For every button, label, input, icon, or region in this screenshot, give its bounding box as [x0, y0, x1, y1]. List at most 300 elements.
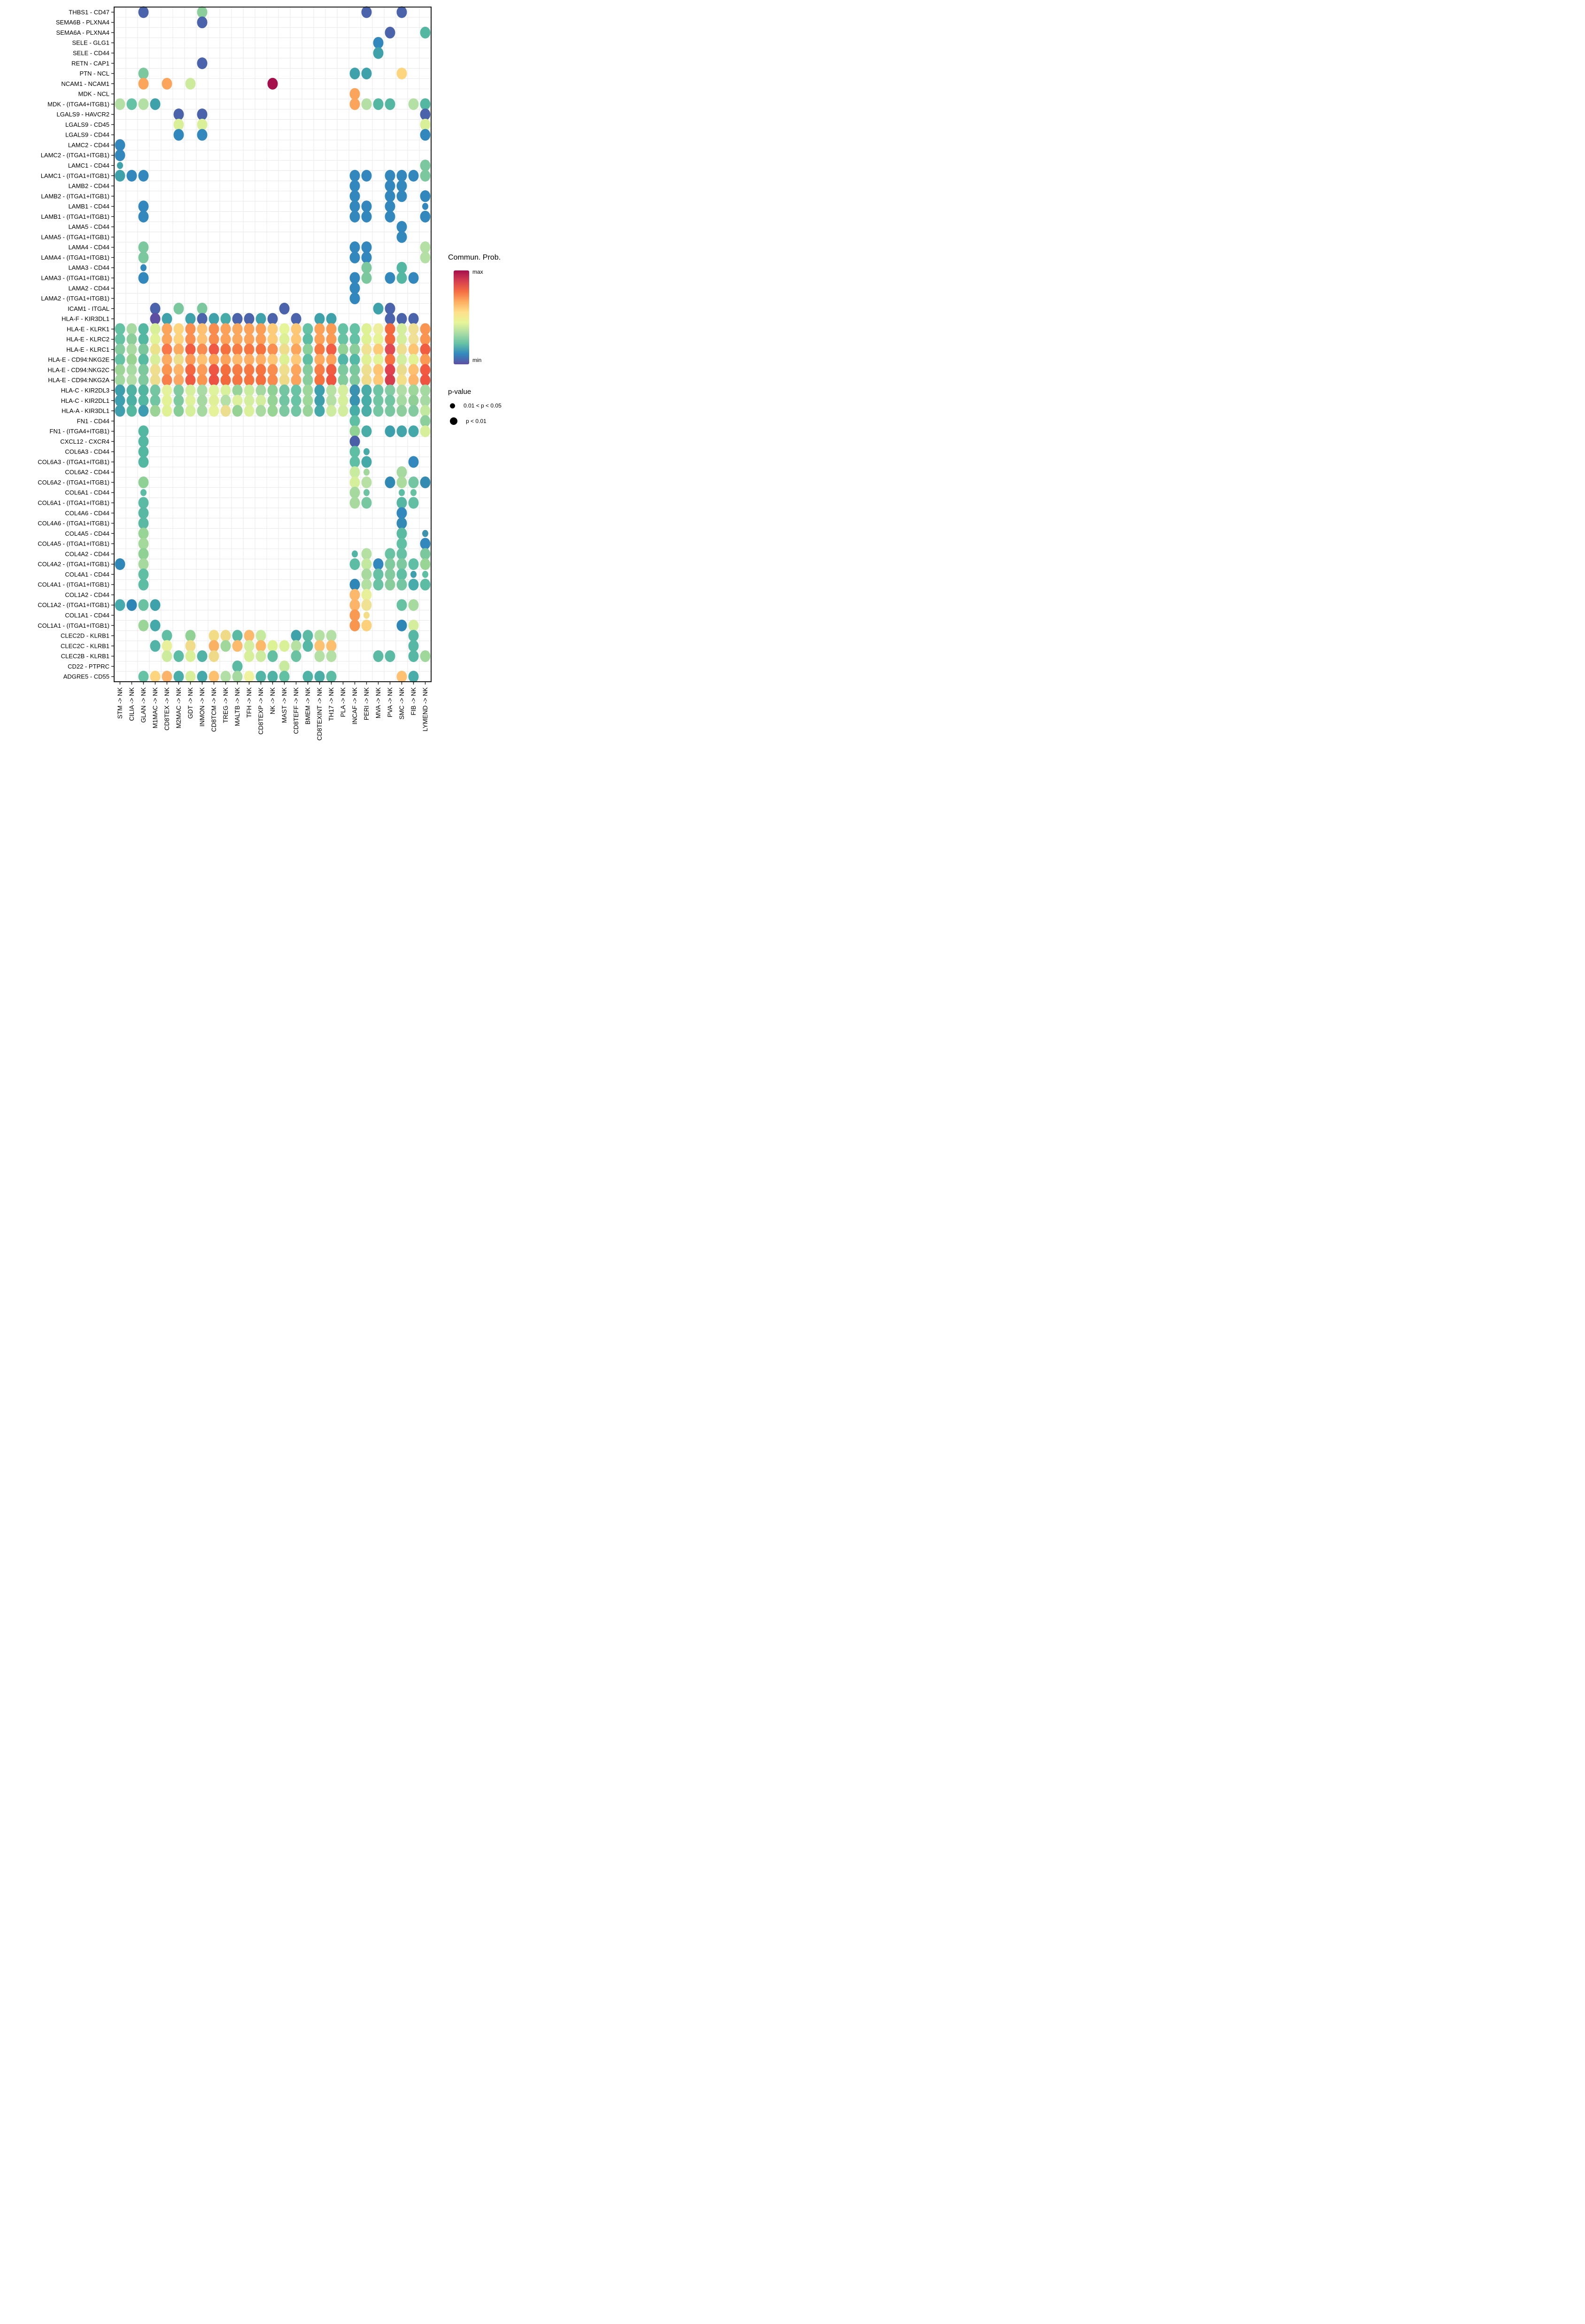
dot: [303, 354, 313, 366]
dot: [350, 487, 360, 499]
dot: [197, 395, 208, 407]
dot: [338, 385, 348, 396]
dot: [350, 98, 360, 110]
dot: [221, 385, 231, 396]
dot: [197, 385, 208, 396]
dot: [303, 395, 313, 407]
dot: [115, 139, 125, 151]
dot: [420, 129, 431, 141]
dot: [385, 650, 395, 662]
dot: [422, 571, 428, 578]
dot: [397, 477, 407, 488]
dot: [127, 344, 137, 355]
dot: [362, 344, 372, 355]
dot: [279, 405, 290, 417]
small-dot-icon: [450, 403, 455, 408]
dot: [350, 374, 360, 386]
dot: [373, 558, 384, 570]
dot: [186, 385, 196, 396]
dot: [186, 323, 196, 335]
y-tick-label: COL1A1 - (ITGA1+ITGB1): [38, 622, 109, 629]
dot: [197, 333, 208, 345]
dot: [291, 405, 302, 417]
dot: [140, 264, 147, 271]
colorbar-max-label: max: [472, 269, 483, 275]
dot: [139, 569, 149, 580]
dot: [326, 354, 337, 366]
dot: [291, 323, 302, 335]
dot: [350, 68, 360, 79]
dot: [385, 374, 395, 386]
dot: [315, 405, 325, 417]
dot: [174, 354, 184, 366]
dot: [174, 385, 184, 396]
dot: [350, 589, 360, 600]
dot: [373, 344, 384, 355]
dot: [244, 364, 255, 376]
dot: [420, 344, 431, 355]
dot: [409, 579, 419, 591]
dot: [256, 640, 266, 652]
dot: [350, 477, 360, 488]
dot: [338, 354, 348, 366]
dot: [197, 119, 208, 131]
dot: [256, 354, 266, 366]
dot: [397, 507, 407, 519]
dot: [409, 313, 419, 325]
dot: [420, 650, 431, 662]
dot: [326, 344, 337, 355]
dot: [373, 333, 384, 345]
dot: [232, 630, 243, 642]
x-tick-label: TFH -> NK: [246, 687, 253, 718]
dot: [420, 354, 431, 366]
dot: [186, 364, 196, 376]
dot: [373, 395, 384, 407]
y-tick-label: HLA-F - KIR3DL1: [62, 315, 109, 323]
dot: [139, 517, 149, 529]
dot: [420, 211, 431, 223]
y-tick-label: HLA-C - KIR2DL1: [61, 397, 109, 404]
dot: [397, 221, 407, 233]
dot: [115, 385, 125, 396]
dot: [186, 671, 196, 683]
dot: [326, 385, 337, 396]
dot: [139, 528, 149, 539]
dot: [363, 489, 370, 496]
dot: [268, 333, 278, 345]
dot: [326, 313, 337, 325]
dot: [197, 323, 208, 335]
dot: [162, 395, 172, 407]
dot: [139, 354, 149, 366]
y-tick-label: CD22 - PTPRC: [68, 662, 109, 670]
dot: [362, 569, 372, 580]
dot: [232, 364, 243, 376]
y-tick-label: HLA-E - KLRC1: [66, 346, 109, 353]
dot: [232, 661, 243, 672]
dot: [338, 395, 348, 407]
dot: [186, 333, 196, 345]
y-tick-label: CLEC2C - KLRB1: [60, 642, 109, 650]
dot: [221, 344, 231, 355]
dot: [338, 323, 348, 335]
dot: [399, 489, 405, 496]
y-tick-label: LAMA3 - (ITGA1+ITGB1): [41, 274, 109, 282]
dot: [362, 211, 372, 223]
dot: [385, 569, 395, 580]
dot: [362, 374, 372, 386]
dot: [420, 395, 431, 407]
dot: [268, 313, 278, 325]
dot: [150, 364, 161, 376]
dot: [326, 374, 337, 386]
dot: [326, 323, 337, 335]
y-tick-label: SEMA6A - PLXNA4: [56, 29, 109, 36]
dot: [350, 456, 360, 468]
color-legend-title: Commun. Prob.: [448, 254, 501, 262]
dot: [162, 671, 172, 683]
dot: [186, 374, 196, 386]
dot: [115, 170, 125, 182]
x-tick-label: TREG -> NK: [222, 687, 230, 723]
dot: [410, 489, 417, 496]
dot: [256, 364, 266, 376]
dot: [139, 241, 149, 253]
y-tick-label: HLA-E - CD94:NKG2A: [48, 377, 109, 384]
dot: [420, 252, 431, 263]
dot: [150, 303, 161, 315]
dot: [315, 671, 325, 683]
dot: [373, 405, 384, 417]
dot: [315, 650, 325, 662]
dot: [209, 405, 219, 417]
y-tick-label: LAMC1 - (ITGA1+ITGB1): [40, 172, 109, 179]
dot: [420, 241, 431, 253]
pvalue-small-label: 0.01 < p < 0.05: [464, 402, 502, 409]
dot: [139, 507, 149, 519]
dot: [315, 395, 325, 407]
dot: [162, 344, 172, 355]
dot: [362, 477, 372, 488]
dot: [385, 385, 395, 396]
dot: [420, 374, 431, 386]
dot: [139, 456, 149, 468]
y-tick-label: COL1A2 - CD44: [65, 591, 109, 599]
dot: [150, 313, 161, 325]
dot: [139, 497, 149, 508]
dot: [363, 469, 370, 476]
dot: [244, 354, 255, 366]
dot: [326, 640, 337, 652]
dot: [209, 395, 219, 407]
dot: [186, 640, 196, 652]
dot: [139, 364, 149, 376]
dot: [117, 162, 123, 169]
y-tick-label: MDK - NCL: [78, 90, 109, 98]
dot: [350, 405, 360, 417]
y-tick-label: LGALS9 - CD44: [65, 131, 109, 139]
dot: [291, 650, 302, 662]
x-tick-label: FIB -> NK: [410, 687, 418, 716]
dot: [256, 395, 266, 407]
dot: [350, 364, 360, 376]
pvalue-legend: [447, 388, 528, 425]
dot: [409, 456, 419, 468]
x-tick-label: MVA -> NK: [375, 687, 382, 719]
dot: [221, 323, 231, 335]
dot: [291, 354, 302, 366]
dot: [232, 374, 243, 386]
x-tick-label: M1MAC -> NK: [152, 687, 159, 729]
dot: [420, 119, 431, 131]
dot: [373, 303, 384, 315]
dot: [174, 108, 184, 120]
dot: [409, 425, 419, 437]
dot: [362, 364, 372, 376]
dot: [221, 630, 231, 642]
x-tick-label: CD8TEXINT -> NK: [316, 687, 324, 741]
dot: [362, 385, 372, 396]
dot: [127, 170, 137, 182]
dot: [350, 497, 360, 508]
dot: [373, 650, 384, 662]
dot: [256, 630, 266, 642]
large-dot-icon: [450, 417, 457, 425]
dot: [385, 477, 395, 488]
x-tick-label: LYMEND -> NK: [422, 687, 429, 731]
dot: [209, 640, 219, 652]
dot: [197, 313, 208, 325]
y-tick-label: LAMC2 - CD44: [68, 141, 109, 149]
dot: [420, 548, 431, 560]
dot: [362, 599, 372, 611]
dot: [385, 98, 395, 110]
y-tick-label: ICAM1 - ITGAL: [68, 305, 109, 312]
dot: [197, 57, 208, 69]
dot: [397, 385, 407, 396]
dot: [362, 6, 372, 18]
x-tick-label: CD8TEX -> NK: [163, 687, 171, 731]
dot: [186, 313, 196, 325]
dot: [209, 630, 219, 642]
dot: [244, 374, 255, 386]
dot: [303, 405, 313, 417]
y-tick-label: HLA-E - CD94:NKG2C: [47, 366, 109, 374]
dot: [422, 203, 428, 210]
y-tick-label: COL4A1 - (ITGA1+ITGB1): [38, 581, 109, 588]
dot: [350, 241, 360, 253]
dot: [186, 650, 196, 662]
dot: [409, 354, 419, 366]
dot: [397, 538, 407, 550]
y-tick-label: NCAM1 - NCAM1: [61, 80, 109, 87]
dot: [397, 558, 407, 570]
dot: [279, 671, 290, 683]
dot: [279, 385, 290, 396]
dot: [350, 252, 360, 263]
dot: [209, 333, 219, 345]
y-tick-label: CXCL12 - CXCR4: [60, 438, 109, 445]
y-tick-label: LGALS9 - HAVCR2: [56, 111, 109, 118]
x-tick-label: CILIA -> NK: [128, 687, 136, 721]
dot: [244, 333, 255, 345]
dot: [115, 354, 125, 366]
dot: [197, 344, 208, 355]
dot: [244, 323, 255, 335]
dot: [174, 303, 184, 315]
dot: [244, 650, 255, 662]
dot: [303, 374, 313, 386]
y-tick-label: CLEC2B - KLRB1: [61, 653, 109, 660]
y-tick-label: LAMA2 - (ITGA1+ITGB1): [41, 295, 109, 302]
dot: [362, 98, 372, 110]
dot: [174, 344, 184, 355]
dot: [385, 303, 395, 315]
dot: [420, 385, 431, 396]
dot: [350, 579, 360, 591]
dot: [385, 354, 395, 366]
dot: [420, 415, 431, 427]
dot: [186, 78, 196, 90]
dot: [420, 170, 431, 182]
dot: [232, 405, 243, 417]
dot: [221, 354, 231, 366]
dot: [256, 333, 266, 345]
y-tick-label: COL4A2 - CD44: [65, 550, 109, 558]
dot: [409, 650, 419, 662]
dot: [362, 589, 372, 600]
dot: [186, 405, 196, 417]
dot: [279, 323, 290, 335]
dot: [362, 200, 372, 212]
y-tick-label: THBS1 - CD47: [69, 8, 109, 16]
y-tick-label: LAMC1 - CD44: [68, 162, 109, 169]
x-tick-label: TH17 -> NK: [328, 687, 335, 721]
dot: [362, 456, 372, 468]
dot: [363, 612, 370, 619]
dot: [279, 364, 290, 376]
y-tick-label: LAMA2 - CD44: [68, 285, 109, 292]
dot: [232, 344, 243, 355]
dot: [420, 108, 431, 120]
y-tick-label: LAMA5 - CD44: [68, 223, 109, 231]
dot: [350, 344, 360, 355]
dot: [409, 395, 419, 407]
y-tick-label: SELE - GLG1: [72, 39, 109, 46]
dot: [420, 425, 431, 437]
y-tick-label: FN1 - (ITGA4+ITGB1): [49, 428, 109, 435]
dot: [385, 333, 395, 345]
x-tick-label: M2MAC -> NK: [175, 687, 183, 729]
dot: [350, 272, 360, 284]
dot: [139, 385, 149, 396]
dot: [139, 548, 149, 560]
dot: [420, 98, 431, 110]
dot: [127, 374, 137, 386]
dot: [397, 395, 407, 407]
y-tick-label: COL6A3 - (ITGA1+ITGB1): [38, 458, 109, 466]
dot: [115, 149, 125, 161]
dot: [397, 262, 407, 274]
dot: [174, 364, 184, 376]
legend: [447, 254, 528, 433]
dot: [362, 579, 372, 591]
dot: [326, 364, 337, 376]
dot: [150, 323, 161, 335]
dot: [373, 569, 384, 580]
pvalue-legend-item-small: [450, 402, 528, 409]
dot: [362, 405, 372, 417]
dot: [362, 333, 372, 345]
y-tick-label: HLA-E - KLRC2: [66, 336, 109, 343]
dot: [162, 78, 172, 90]
dot: [410, 571, 417, 578]
dot: [174, 405, 184, 417]
dot: [315, 323, 325, 335]
dot: [139, 78, 149, 90]
dot: [139, 620, 149, 631]
dot: [362, 497, 372, 508]
dot: [409, 630, 419, 642]
dot: [162, 650, 172, 662]
dot: [373, 47, 384, 59]
dot: [186, 354, 196, 366]
dot: [397, 170, 407, 182]
dot: [362, 323, 372, 335]
dot: [232, 640, 243, 652]
y-tick-label: COL1A1 - CD44: [65, 611, 109, 619]
dot: [420, 333, 431, 345]
x-tick-label: STM -> NK: [116, 687, 124, 719]
dot: [197, 354, 208, 366]
dot: [140, 489, 147, 496]
y-tick-label: FN1 - CD44: [77, 417, 109, 425]
dot: [209, 323, 219, 335]
dot: [409, 477, 419, 488]
dot: [197, 16, 208, 28]
dot: [139, 671, 149, 683]
dot: [385, 200, 395, 212]
dot: [397, 354, 407, 366]
dot: [232, 385, 243, 396]
dot: [139, 344, 149, 355]
dot: [244, 405, 255, 417]
dot: [362, 252, 372, 263]
dot: [373, 37, 384, 49]
dot: [350, 446, 360, 458]
x-tick-label: SMC -> NK: [398, 687, 406, 720]
x-tick-label: GDT -> NK: [187, 687, 194, 719]
dot: [221, 671, 231, 683]
dot: [397, 569, 407, 580]
dot: [350, 425, 360, 437]
dot: [221, 364, 231, 376]
dot: [115, 98, 125, 110]
dot: [256, 374, 266, 386]
dot: [420, 27, 431, 38]
dot: [174, 323, 184, 335]
dot: [197, 374, 208, 386]
dot: [362, 395, 372, 407]
dot: [385, 313, 395, 325]
y-tick-label: CLEC2D - KLRB1: [60, 632, 109, 639]
dot: [291, 630, 302, 642]
dot: [397, 671, 407, 683]
dot: [115, 323, 125, 335]
dot: [409, 98, 419, 110]
dot: [420, 538, 431, 550]
